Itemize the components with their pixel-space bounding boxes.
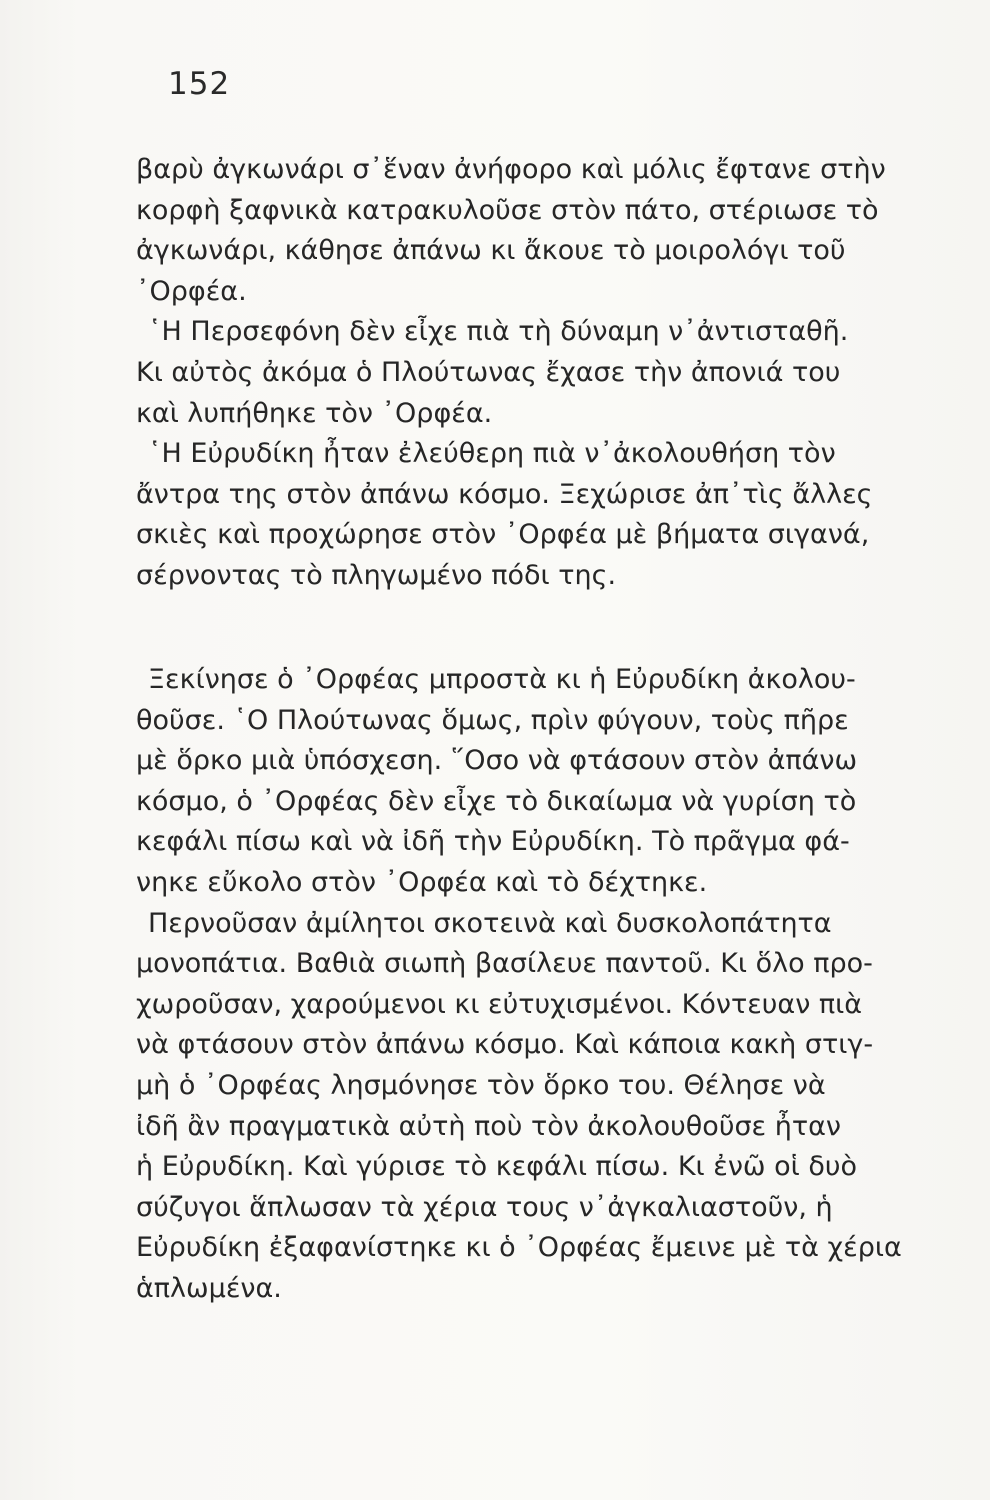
text-line: μονοπάτια. Βαθιὰ σιωπὴ βασίλευε παντοῦ. Κι ὅλο προ- — [136, 948, 873, 980]
page-number: 152 — [168, 66, 231, 102]
text-line: κορφὴ ξαφνικὰ κατρακυλοῦσε στὸν πάτο, στέριωσε τὸ — [136, 194, 879, 226]
text-line: νὰ φτάσουν στὸν ἀπάνω κόσμο. Καὶ κάποια κακὴ στιγ- — [136, 1029, 874, 1061]
text-line: θοῦσε. ῾Ο Πλούτωνας ὅμως, πρὶν φύγουν, τοὺς πῆρε — [136, 704, 849, 736]
text-line: νηκε εὔκολο στὸν ᾽Ορφέα καὶ τὸ δέχτηκε. — [136, 866, 708, 898]
text-line: ῾Η Εὐρυδίκη ἦταν ἐλεύθερη πιὰ ν᾽ἀκολουθήση τὸν — [148, 438, 836, 470]
text-line: Κι αὐτὸς ἀκόμα ὁ Πλούτωνας ἔχασε τὴν ἀπονιά του — [136, 356, 841, 388]
text-line: ἀγκωνάρι, κάθησε ἀπάνω κι ἄκουε τὸ μοιρολόγι τοῦ — [136, 235, 846, 267]
text-line: ῾Η Περσεφόνη δὲν εἶχε πιὰ τὴ δύναμη ν᾽ἀντισταθῆ. — [148, 316, 849, 348]
text-line: κόσμο, ὁ ᾽Ορφέας δὲν εἶχε τὸ δικαίωμα νὰ γυρίση τὸ — [136, 785, 857, 817]
text-line: ἰδῆ ἂν πραγματικὰ αὐτὴ ποὺ τὸν ἀκολουθοῦσε ἦταν — [136, 1110, 841, 1142]
text-line: χωροῦσαν, χαρούμενοι κι εὐτυχισμένοι. Κόντευαν πιὰ — [136, 988, 863, 1020]
text-line: σέρνοντας τὸ πληγωμένο πόδι της. — [136, 559, 617, 591]
paragraph-block-1 — [136, 150, 936, 597]
text-line: σκιὲς καὶ προχώρησε στὸν ᾽Ορφέα μὲ βήματα σιγανά, — [136, 519, 870, 551]
text-line: ἡ Εὐρυδίκη. Καὶ γύρισε τὸ κεφάλι πίσω. Κι ἐνῶ οἱ δυὸ — [136, 1151, 858, 1183]
text-line: ἄντρα της στὸν ἀπάνω κόσμο. Ξεχώρισε ἀπ᾽τὶς ἄλλες — [136, 478, 873, 510]
text-line: ᾽Ορφέα. — [136, 275, 247, 307]
text-line: βαρὺ ἀγκωνάρι σ᾽ἕναν ἀνήφορο καὶ μόλις ἔφτανε στὴν — [136, 154, 886, 185]
text-line: Ξεκίνησε ὁ ᾽Ορφέας μπροστὰ κι ἡ Εὐρυδίκη ἀκολου- — [148, 664, 856, 695]
paragraph-block-2 — [136, 660, 936, 1310]
text-line: καὶ λυπήθηκε τὸν ᾽Ορφέα. — [136, 397, 493, 429]
text-line: σύζυγοι ἅπλωσαν τὰ χέρια τους ν᾽ἀγκαλιαστοῦν, ἡ — [136, 1191, 833, 1223]
text-line: κεφάλι πίσω καὶ νὰ ἰδῆ τὴν Εὐρυδίκη. Τὸ πρᾶγμα φά- — [136, 826, 850, 858]
text-line: ἁπλωμένα. — [136, 1272, 282, 1304]
text-line: Εὐρυδίκη ἐξαφανίστηκε κι ὁ ᾽Ορφέας ἔμεινε μὲ τὰ χέρια — [136, 1232, 902, 1264]
text-line: μὴ ὁ ᾽Ορφέας λησμόνησε τὸν ὅρκο του. Θέλησε νὰ — [136, 1069, 826, 1101]
text-line: Περνοῦσαν ἀμίλητοι σκοτεινὰ καὶ δυσκολοπάτητα — [148, 907, 832, 939]
text-line: μὲ ὅρκο μιὰ ὑπόσχεση. ῞Οσο νὰ φτάσουν στὸν ἀπάνω — [136, 745, 858, 777]
